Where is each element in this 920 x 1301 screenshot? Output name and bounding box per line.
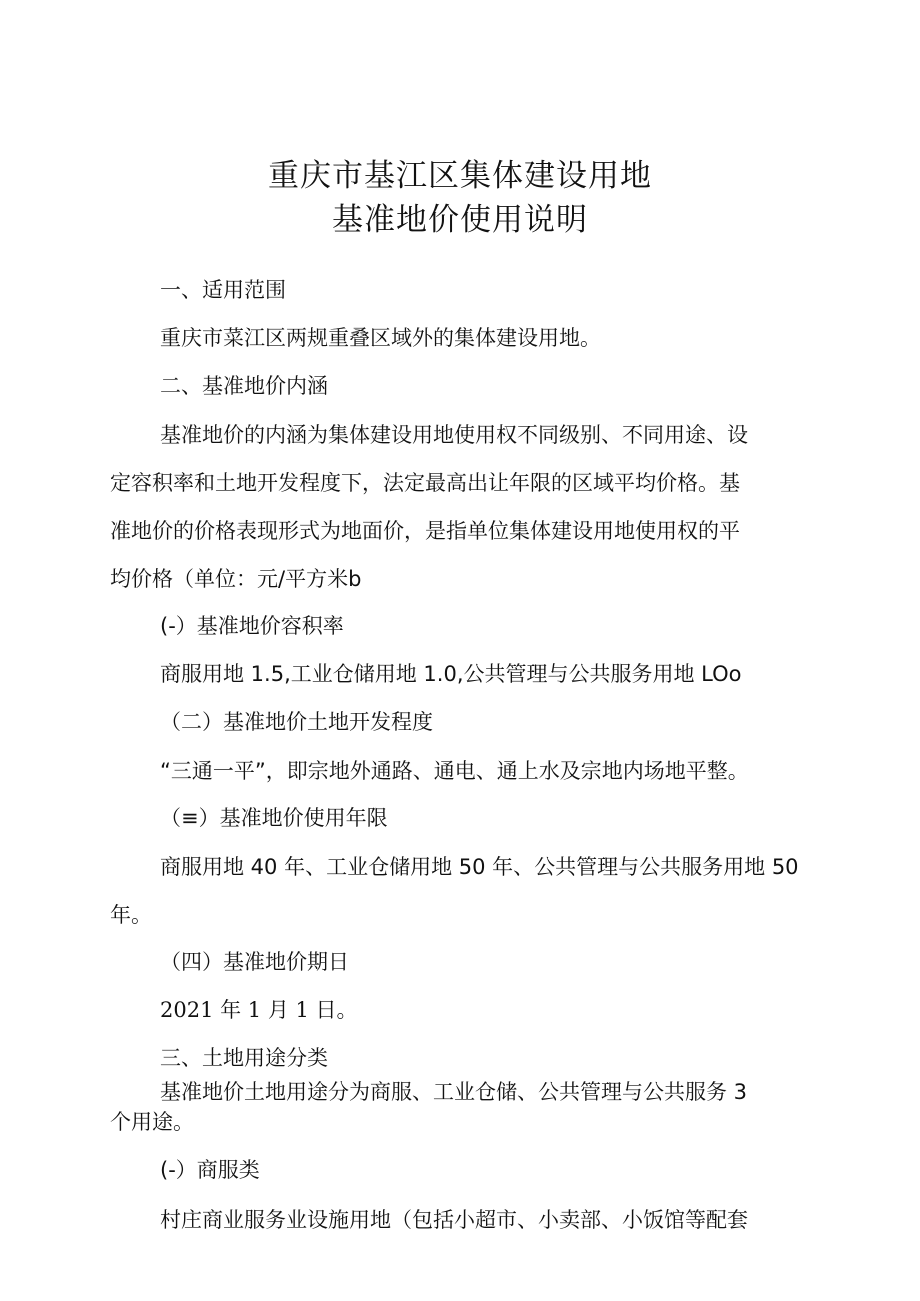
section-2-paragraph-line-3: 准地价的价格表现形式为地面价，是指单位集体建设用地使用权的平 — [110, 519, 740, 543]
subsection-commercial-heading: (-）商服类 — [160, 1158, 260, 1182]
subsection-plot-ratio-body: 商服用地 1.5,工业仓储用地 1.0,公共管理与公共服务用地 LOo — [160, 662, 742, 686]
section-2-paragraph-line-2: 定容积率和土地开发程度下，法定最高出让年限的区域平均价格。基 — [110, 471, 740, 495]
document-title-line-2: 基准地价使用说明 — [332, 202, 588, 238]
subsection-term-body-line-1: 商服用地 40 年、工业仓储用地 50 年、公共管理与公共服务用地 50 — [160, 855, 799, 879]
subsection-term-body-line-2: 年。 — [110, 903, 152, 927]
subsection-development-body: “三通一平”，即宗地外通路、通电、通上水及宗地内场地平整。 — [160, 759, 749, 783]
section-2-heading: 二、基准地价内涵 — [160, 374, 328, 398]
subsection-commercial-body: 村庄商业服务业设施用地（包括小超市、小卖部、小饭馆等配套 — [160, 1208, 748, 1232]
section-1-body: 重庆市菜江区两规重叠区域外的集体建设用地。 — [160, 326, 601, 350]
subsection-date-body: 2021 年 1 月 1 日。 — [160, 998, 358, 1022]
subsection-date-heading: （四）基准地价期日 — [160, 950, 349, 974]
subsection-development-heading: （二）基准地价土地开发程度 — [160, 710, 433, 734]
section-1-heading: 一、适用范围 — [160, 278, 286, 302]
section-3-body-line-2: 个用途。 — [110, 1110, 194, 1134]
section-3-body-line-1: 基准地价土地用途分为商服、工业仓储、公共管理与公共服务 3 — [160, 1080, 748, 1104]
subsection-term-heading: （≡）基准地价使用年限 — [160, 806, 388, 830]
section-3-heading: 三、土地用途分类 — [160, 1046, 328, 1070]
subsection-plot-ratio-heading: (-）基准地价容积率 — [160, 614, 344, 638]
document-title-line-1: 重庆市基江区集体建设用地 — [268, 158, 652, 194]
section-2-paragraph-line-1: 基准地价的内涵为集体建设用地使用权不同级别、不同用途、设 — [160, 423, 748, 447]
section-2-paragraph-line-4: 均价格（单位：元/平方米b — [110, 567, 362, 591]
